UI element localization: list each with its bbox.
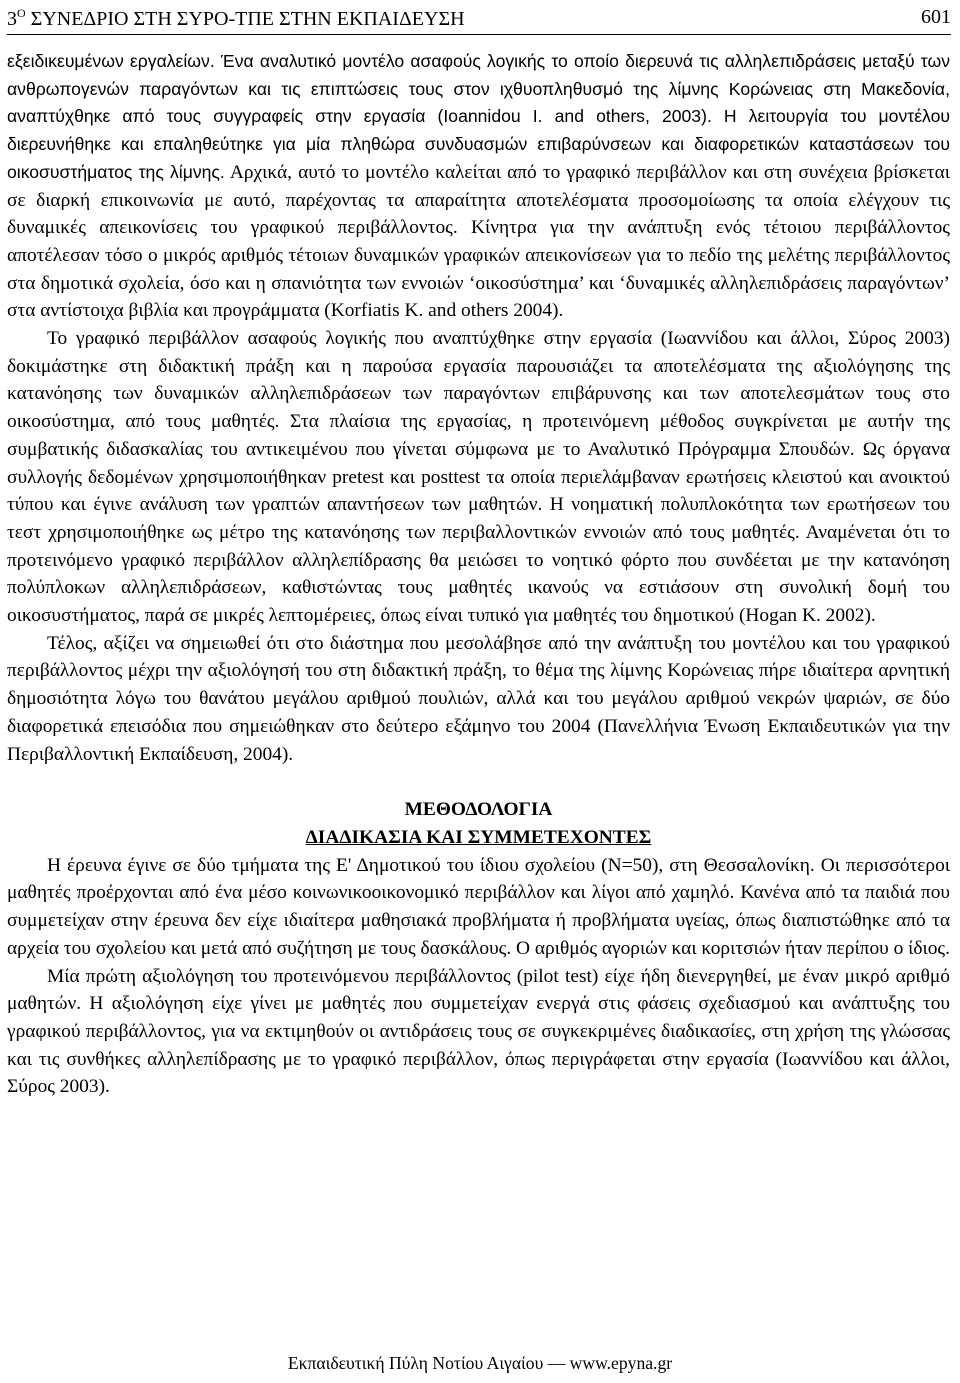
section-heading-procedure-text: ΔΙΑΔΙΚΑΣΙΑ ΚΑΙ ΣΥΜΜΕΤΕΧΟΝΤΕΣ (305, 826, 652, 848)
conference-title (7, 6, 465, 31)
paragraph-3: Τέλος, αξίζει να σημειωθεί ότι στο διάστημα που μεσολάβησε από την ανάπτυξη του μοντέλου και του γραφικού περιβάλλοντος μέχρι την αξιολόγησή του στη διδακτική πράξη, το θέμα της λίμνης Κορώνειας πήρε ιδιαίτερα αρνητική δημοσιότητα λόγω του θανάτου μεγάλου αριθμού πουλιών, αλλά και του μεγάλου αριθμού νεκρών ψαριών, σε δύο διαφορετικά επεισόδια που σημειώθηκαν στο δεύτερο εξάμηνο του 2004 (Πανελλήνια Ένωση Εκπαιδευτικών για την Περιβαλλοντική Εκπαίδευση, 2004). (7, 632, 950, 765)
paragraph-4: Η έρευνα έγινε σε δύο τμήματα της Ε' Δημοτικού του ίδιου σχολείου (N=50), στη Θεσσαλονίκη. Οι περισσότεροι μαθητές προέρχονται από ένα μέσο κοινωνικοοικονομικό περιβάλλον και λίγοι από χαμηλό. Κανένα από τα παιδιά που συμμετείχαν στην έρευνα δεν είχε ιδιαίτερα μαθησιακά προβλήματα ή προβλήματα υγείας, όπως διαπιστώθηκε από τα αρχεία του σχολείου και μετά από συζήτηση με τους δασκάλους. Ο αριθμός αγοριών και κοριτσιών ήταν περίπου ο ίδιος. (7, 854, 950, 959)
paragraph-2: Το γραφικό περιβάλλον ασαφούς λογικής που αναπτύχθηκε στην εργασία (Ιωαννίδου και άλλοι, Σύρος 2003) δοκιμάστηκε στη διδακτική πράξη και η παρούσα εργασία παρουσιάζει τα αποτελέσματα της αξιολόγησης της κατανόησης των δυναμικών αλληλεπιδράσεων των παραγόντων επιβάρυνσης και των αποτελεσμάτων τους στο οικοσύστημα, από τους μαθητές. Στα πλαίσια της εργασίας, η προτεινόμενη μέθοδος συγκρίνεται με αυτήν της συμβατικής διδασκαλίας του αντικειμένου που γίνεται σύμφωνα με το Αναλυτικό Πρόγραμμα Σπουδών. Ως όργανα συλλογής δεδομένων χρησιμοποιήθηκαν pretest και posttest τα οποία περιελάμβαναν ερωτήσεις κλειστού και ανοικτού τύπου και έγινε ανάλυση των γραπτών απαντήσεων των μαθητών. Η νοηματική πολυπλοκότητα των ερωτήσεων του τεστ χρησιμοποιήθηκε ως μέτρο της κατανόησης των περιβαλλοντικών εννοιών από τους μαθητές. Αναμένεται ότι το προτεινόμενο γραφικό περιβάλλον αλληλεπίδρασης θα μειώσει το νοητικό φόρτο που συνδέεται με την κατανόηση πολύπλοκων αλληλεπιδράσεων, καθιστώντας τους μαθητές ικανούς να εστιάσουν στη συνολική δομή του οικοσυστήματος, παρά σε μικρές λεπτομέρειες, όπως είναι τυπικό για μαθητές του δημοτικού (Hogan K. 2002). (7, 328, 950, 627)
page-header (7, 2, 951, 35)
section-heading-methodology: ΜΕΘΟΔΟΛΟΓΙΑ (404, 799, 553, 821)
conference-number: 3 (7, 8, 17, 30)
paragraph-1 (7, 48, 950, 325)
conference-superscript: Ο (17, 6, 26, 20)
paragraph-5: Μία πρώτη αξιολόγηση του προτεινόμενου περιβάλλοντος (pilot test) είχε ήδη διενεργηθεί, με έναν μικρό αριθμό μαθητών. Η αξιολόγηση είχε γίνει με μαθητές που συμμετείχαν ενεργά στις φάσεις σχεδιασμού και ανάπτυξης του γραφικού περιβάλλοντος, για να εκτιμηθούν οι αντιδράσεις τους σε συγκεκριμένες διαδικασίες, στη χρήση της γλώσσας και τις συνθήκες αλληλεπίδρασης με το γραφικό περιβάλλον, όπως περιγράφεται στην εργασία (Ιωαννίδου και άλλοι, Σύρος 2003). (7, 965, 950, 1098)
section-heading-procedure (7, 824, 950, 852)
conference-title-text: ΣΥΝΕΔΡΙΟ ΣΤΗ ΣΥΡΟ-ΤΠΕ ΣΤΗΝ ΕΚΠΑΙΔΕΥΣΗ (30, 8, 465, 30)
page-footer: Εκπαιδευτική Πύλη Νοτίου Αιγαίου — www.epyna.gr (287, 1353, 673, 1373)
section-headings (7, 796, 950, 851)
page-body (7, 48, 950, 1101)
page-number: 601 (921, 6, 951, 28)
paragraph-1-serif-part: Αρχικά, αυτό το μοντέλο καλείται από το γραφικό περιβάλλον και στη συνέχεια βρίσκεται σε διαρκή επικοινωνία με αυτό, παρέχοντας τα απαραίτητα αποτελέσματα προσομοίωσης τα οποία ελέγχουν τις δυναμικές απεικονίσεις του γραφικού περιβάλλοντος. Κίνητρα για την ανάπτυξη ενός τέτοιου περιβάλλοντος αποτέλεσαν τόσο ο μικρός αριθμός τέτοιων δυναμικών γραφικών απεικονίσεων για το πεδίο της μελέτης περιβάλλοντος στα δημοτικά σχολεία, όσο και η σπανιότητα των εννοιών ‘οικοσύστημα’ και ‘δυναμικές αλληλεπιδράσεις παραγόντων’ στα αντίστοιχα βιβλία και προγράμματα (Korfiatis K. and others 2004). (7, 161, 950, 322)
paragraph-1-sans-part: εξειδικευμένων εργαλείων. Ένα αναλυτικό μοντέλο ασαφούς λογικής το οποίο διερευνά τις αλληλεπιδράσεις μεταξύ των ανθρωπογενών παραγόντων και τις επιπτώσεις τους στον ιχθυοπληθυσμό της λίμνης Κορώνειας στη Μακεδονία, αναπτύχθηκε από τους συγγραφείς στην εργασία (Ioannidou I. and others, 2003). Η λειτουργία του μοντέλου διερευνήθηκε και επαληθεύτηκε για μία πληθώρα συνδυασμών επιβαρύνσεων και διαφορετικών καταστάσεων του οικοσυστήματος της λίμνης. (7, 51, 950, 182)
